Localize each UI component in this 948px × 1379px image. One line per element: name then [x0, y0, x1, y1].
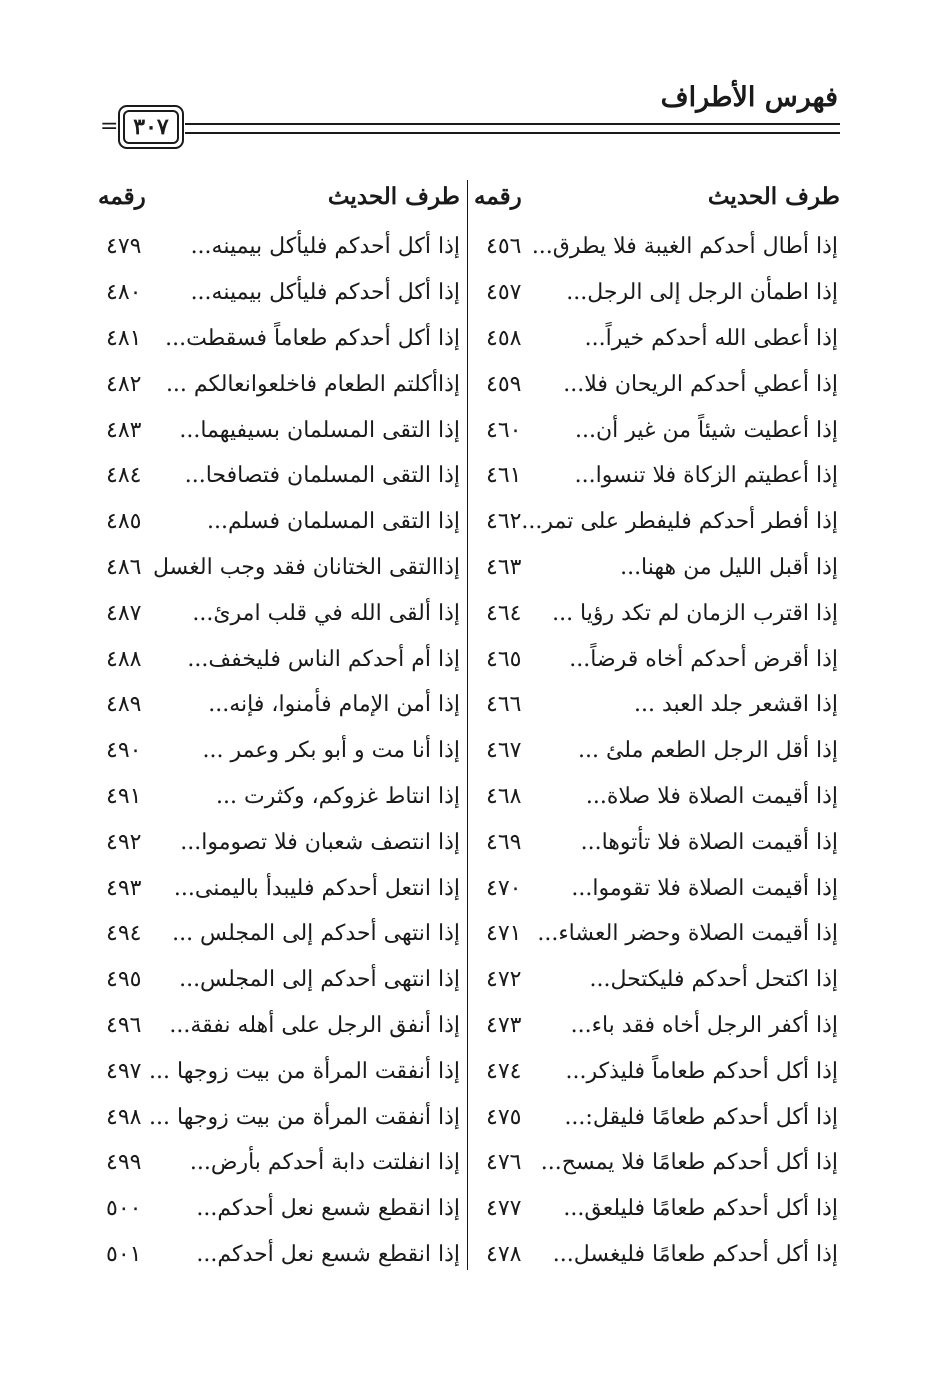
hadith-number: ٤٨٨: [106, 646, 142, 672]
hadith-text: إذا ألقى الله في قلب امرئ...: [192, 600, 460, 626]
list-item: [100, 1140, 462, 1186]
list-item: [480, 819, 842, 865]
list-item: [100, 545, 462, 591]
list-item: [480, 911, 842, 957]
list-item: [100, 957, 462, 1003]
hadith-number: ٤٨٦: [106, 554, 142, 580]
hadith-text: إذا أنفقت المرأة من بيت زوجها ...: [149, 1058, 460, 1084]
list-item: [480, 1094, 842, 1140]
list-item: [480, 1186, 842, 1232]
column-divider: [467, 180, 468, 1270]
left-column-list: [100, 224, 462, 1277]
page-number: ٣٠٧: [123, 110, 179, 144]
list-item: [100, 819, 462, 865]
hadith-text: إذا انتاط غزوكم، وكثرت ...: [216, 783, 460, 809]
list-item: [100, 361, 462, 407]
hadith-text: إذا أكل أحدكم طعاماً فليذكر...: [565, 1058, 838, 1084]
hadith-number: ٤٦٠: [486, 417, 522, 443]
hadith-number: ٤٦٤: [486, 600, 522, 626]
hadith-number: ٤٦٦: [486, 692, 522, 718]
hadith-number: ٤٩٧: [106, 1058, 142, 1084]
hadith-number: ٤٦٣: [486, 554, 522, 580]
hadith-number: ٤٧٦: [486, 1150, 522, 1176]
hadith-text: إذا أكل أحدكم طعاماً فسقطت...: [165, 325, 460, 351]
hadith-number: ٤٦١: [486, 463, 522, 489]
hadith-number: ٤٧١: [486, 921, 522, 947]
hadith-text: إذا أعطي أحدكم الريحان فلا...: [563, 371, 838, 397]
list-item: [100, 270, 462, 316]
list-item: [480, 316, 842, 362]
hadith-number: ٤٦٢: [486, 509, 522, 535]
hadith-text: إذا انفلتت دابة أحدكم بأرض...: [189, 1150, 460, 1176]
hadith-number: ٤٦٩: [486, 829, 522, 855]
hadith-text: إذا أكل أحدكم طعامًا فليلعق...: [563, 1196, 838, 1222]
hadith-text: إذا أفطر أحدكم فليفطر على تمر...: [521, 509, 838, 535]
list-item: [480, 224, 842, 270]
list-item: [100, 224, 462, 270]
list-item: [480, 636, 842, 682]
hadith-number: ٤٧٠: [486, 875, 522, 901]
list-item: [100, 590, 462, 636]
list-item: [480, 728, 842, 774]
hadith-number: ٤٩٩: [106, 1150, 142, 1176]
hadith-number: ٤٩٦: [106, 1012, 142, 1038]
hadith-text: إذا التقى المسلمان فتصافحا...: [184, 463, 460, 489]
hadith-number: ٥٠٠: [106, 1196, 142, 1222]
hadith-number: ٤٨٢: [106, 371, 142, 397]
right-text-header: طرف الحديث: [707, 182, 840, 210]
hadith-number: ٤٧٩: [106, 234, 142, 260]
right-number-header: رقمه: [474, 182, 522, 210]
list-item: [480, 957, 842, 1003]
hadith-number: ٤٧٨: [486, 1241, 522, 1267]
hadith-text: إذا أكل أحدكم طعامًا فليغسل...: [552, 1241, 838, 1267]
hadith-number: ٤٥٨: [486, 325, 522, 351]
hadith-text: إذا أعطيت شيئاً من غير أن...: [575, 417, 838, 443]
list-item: [100, 865, 462, 911]
list-item: [480, 453, 842, 499]
list-item: [480, 499, 842, 545]
left-number-header: رقمه: [98, 182, 146, 210]
hadith-text: إذا أقبل الليل من ههنا...: [620, 554, 838, 580]
page-title: فهرس الأطراف: [660, 82, 838, 113]
list-item: [100, 499, 462, 545]
hadith-number: ٤٧٣: [486, 1012, 522, 1038]
hadith-text: إذاأكلتم الطعام فاخلعوانعالكم ...: [165, 371, 460, 397]
hadith-number: ٤٧٤: [486, 1058, 522, 1084]
list-item: [480, 774, 842, 820]
list-item: [100, 316, 462, 362]
hadith-text: إذا أكفر الرجل أخاه فقد باء...: [570, 1012, 838, 1038]
hadith-text: إذا أمن الإمام فأمنوا، فإنه...: [208, 692, 460, 718]
hadith-number: ٤٥٩: [486, 371, 522, 397]
header-double-rule: [185, 123, 840, 134]
hadith-text: إذا أم أحدكم الناس فليخفف...: [187, 646, 460, 672]
list-item: [480, 682, 842, 728]
page-number-badge: [118, 105, 184, 149]
list-item: [100, 1094, 462, 1140]
hadith-text: إذا أكل أحدكم طعامًا فليقل:...: [564, 1104, 838, 1130]
hadith-number: ٤٩٨: [106, 1104, 142, 1130]
hadith-text: إذا أقيمت الصلاة وحضر العشاء...: [537, 921, 838, 947]
hadith-text: إذا أقرض أحدكم أخاه قرضاً...: [569, 646, 838, 672]
hadith-number: ٤٩٤: [106, 921, 142, 947]
hadith-text: إذا اقترب الزمان لم تكد رؤيا ...: [552, 600, 838, 626]
hadith-text: إذا أقل الرجل الطعم ملئ ...: [578, 738, 838, 764]
list-item: [480, 1232, 842, 1278]
hadith-number: ٤٨٩: [106, 692, 142, 718]
hadith-text: إذا أقيمت الصلاة فلا تأتوها...: [580, 829, 838, 855]
list-item: [100, 682, 462, 728]
hadith-text: إذا أنفقت المرأة من بيت زوجها ...: [149, 1104, 460, 1130]
list-item: [480, 270, 842, 316]
hadith-number: ٤٩٢: [106, 829, 142, 855]
hadith-text: إذا أقيمت الصلاة فلا صلاة...: [585, 783, 838, 809]
list-item: [480, 1003, 842, 1049]
hadith-text: إذا اكتحل أحدكم فليكتحل...: [589, 967, 838, 993]
hadith-text: إذا التقى المسلمان فسلم...: [207, 509, 460, 535]
hadith-text: إذا التقى المسلمان بسيفيهما...: [179, 417, 460, 443]
hadith-text: إذا أكل أحدكم طعامًا فلا يمسح...: [540, 1150, 838, 1176]
list-item: [100, 1186, 462, 1232]
hadith-number: ٤٩٥: [106, 967, 142, 993]
hadith-number: ٤٧٥: [486, 1104, 522, 1130]
hadith-text: إذا اطمأن الرجل إلى الرجل...: [566, 280, 838, 306]
list-item: [100, 407, 462, 453]
hadith-number: ٤٨٠: [106, 280, 142, 306]
list-item: [480, 545, 842, 591]
hadith-number: ٤٨٤: [106, 463, 142, 489]
list-item: [100, 1003, 462, 1049]
list-item: [100, 1048, 462, 1094]
hadith-number: ٤٨١: [106, 325, 142, 351]
hadith-text: إذا انقطع شسع نعل أحدكم...: [196, 1196, 460, 1222]
hadith-number: ٤٧٧: [486, 1196, 522, 1222]
hadith-text: إذا اقشعر جلد العبد ...: [633, 692, 838, 718]
hadith-number: ٤٦٨: [486, 783, 522, 809]
hadith-number: ٤٦٧: [486, 738, 522, 764]
hadith-number: ٤٦٥: [486, 646, 522, 672]
hadith-number: ٤٩٠: [106, 738, 142, 764]
hadith-text: إذا انتهى أحدكم إلى المجلس...: [179, 967, 460, 993]
list-item: [100, 728, 462, 774]
hadith-number: ٤٨٥: [106, 509, 142, 535]
hadith-text: إذا انقطع شسع نعل أحدكم...: [196, 1241, 460, 1267]
hadith-text: إذا أعطيتم الزكاة فلا تنسوا...: [574, 463, 838, 489]
page-number-marker: =: [100, 114, 119, 139]
hadith-text: إذا انتهى أحدكم إلى المجلس ...: [172, 921, 460, 947]
hadith-number: ٤٧٢: [486, 967, 522, 993]
hadith-text: إذا أطال أحدكم الغيبة فلا يطرق...: [531, 234, 838, 260]
right-column-list: [480, 224, 842, 1277]
hadith-text: إذا انتعل أحدكم فليبدأ باليمنى...: [173, 875, 460, 901]
hadith-number: ٤٩١: [106, 783, 142, 809]
list-item: [480, 361, 842, 407]
list-item: [100, 911, 462, 957]
hadith-number: ٤٥٧: [486, 280, 522, 306]
hadith-number: ٥٠١: [106, 1241, 142, 1267]
hadith-text: إذاالتقى الختانان فقد وجب الغسل: [153, 554, 460, 580]
hadith-text: إذا أنا مت و أبو بكر وعمر ...: [202, 738, 460, 764]
list-item: [100, 1232, 462, 1278]
hadith-number: ٤٩٣: [106, 875, 142, 901]
hadith-text: إذا انتصف شعبان فلا تصوموا...: [180, 829, 460, 855]
hadith-text: إذا أكل أحدكم فليأكل بيمينه...: [190, 234, 460, 260]
list-item: [480, 1140, 842, 1186]
list-item: [480, 407, 842, 453]
list-item: [480, 1048, 842, 1094]
hadith-text: إذا أكل أحدكم فليأكل بيمينه...: [190, 280, 460, 306]
hadith-text: إذا أنفق الرجل على أهله نفقة...: [169, 1012, 460, 1038]
hadith-text: إذا أعطى الله أحدكم خيراً...: [584, 325, 838, 351]
hadith-number: ٤٨٣: [106, 417, 142, 443]
hadith-number: ٤٨٧: [106, 600, 142, 626]
list-item: [480, 865, 842, 911]
hadith-number: ٤٥٦: [486, 234, 522, 260]
list-item: [100, 636, 462, 682]
list-item: [480, 590, 842, 636]
left-text-header: طرف الحديث: [327, 182, 460, 210]
hadith-text: إذا أقيمت الصلاة فلا تقوموا...: [571, 875, 838, 901]
list-item: [100, 453, 462, 499]
list-item: [100, 774, 462, 820]
